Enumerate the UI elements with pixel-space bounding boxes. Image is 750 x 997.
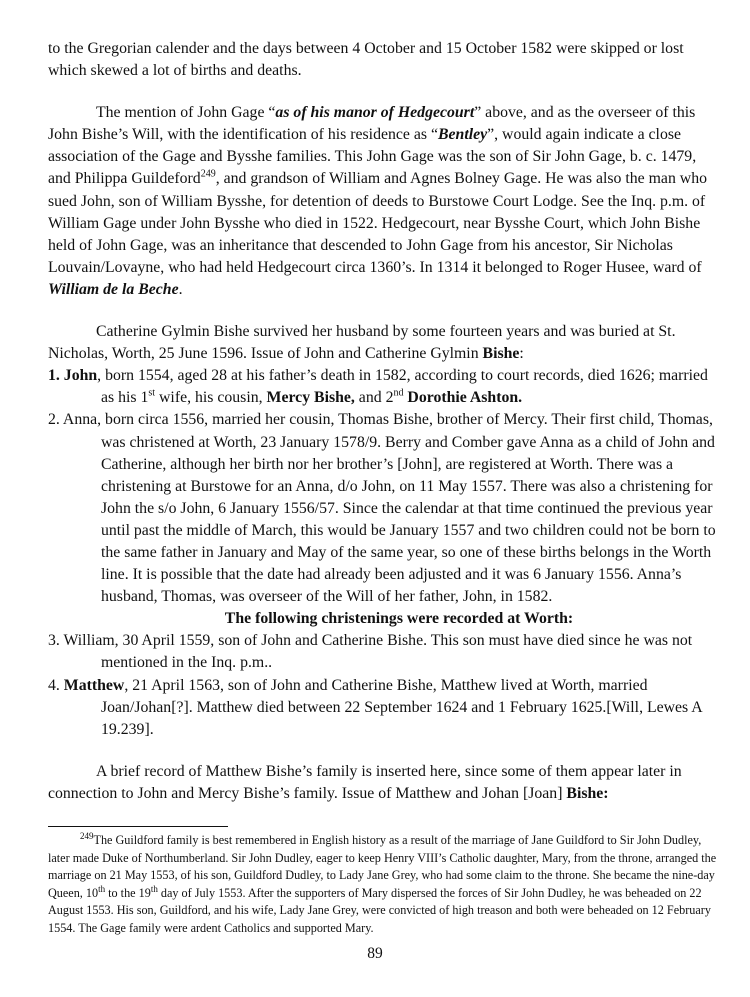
- list-item-william: 3. William, 30 April 1559, son of John and Catherine Bishe. This son must have died since he was not mentioned in the Inq. p.m..: [48, 632, 693, 672]
- text-run: A brief record of Matthew Bishe’s family is inserted here, since some of them appear later in connection to John and Mercy Bishe’s family. Issue of Matthew and Johan [Joan]: [48, 762, 682, 802]
- text-run: , 21 April 1563, son of John and Catherine Bishe, Matthew lived at Worth, married Joan/Johan[?]. Matthew died between 22 September 1624 and 1 February 1625.[Will, Lewes A 19.239].: [101, 676, 702, 738]
- bold-matthew: Matthew: [63, 676, 125, 694]
- text-run: wife, his cousin,: [155, 389, 267, 407]
- paragraph-gage-manor: [48, 102, 720, 301]
- subheading-christenings: The following christenings were recorded at Worth:: [224, 610, 574, 628]
- ordinal-suffix: nd: [393, 388, 404, 400]
- ordinal-suffix: th: [150, 883, 158, 894]
- footnote-text: to the 19: [105, 885, 151, 900]
- text-run: Catherine Gylmin Bishe survived her husband by some fourteen years and was buried at St. Nicholas, Worth, 25 June 1596. Issue of John and Catherine Gylmin: [48, 323, 676, 363]
- footnote-249: [48, 832, 720, 938]
- bold-bishe: Bishe:: [566, 784, 609, 802]
- bold-john: 1. John: [48, 367, 98, 385]
- bold-mercy-bishe: Mercy Bishe,: [266, 389, 355, 407]
- emphasis-william-de-la-beche: William de la Beche: [48, 280, 179, 298]
- ordinal-suffix: st: [148, 388, 156, 400]
- issue-list: [48, 365, 720, 741]
- paragraph-matthew-family: [48, 761, 720, 805]
- paragraph-continuation: to the Gregorian calender and the days between 4 October and 15 October 1582 were skipped or lost which skewed a lot of births and deaths.: [48, 40, 684, 80]
- page-body: [48, 38, 720, 805]
- footnote-text: The Guildford family is best remembered in English history as a result of the marriage of Jane Guildford to Sir John Dudley, later made Duke of Northumberland. Sir John Dudley, eager to keep Henry VIII’s Catholic daughter, Mary, from the throne, arranged the marriage on 21 May 1553, of his son, Guildford Dudley, to Lady Jane Grey, who had some claim to the throne. She became the nine-day Queen, 10: [48, 833, 717, 900]
- footnote-number: 249: [80, 830, 94, 841]
- emphasis-hedgecourt: as of his manor of Hedgecourt: [275, 104, 475, 122]
- text-run: :: [519, 345, 524, 363]
- text-run: .: [178, 280, 183, 298]
- ordinal-suffix: th: [98, 883, 106, 894]
- bold-surname: Bishe: [482, 345, 520, 363]
- footnote-reference[interactable]: 249: [200, 169, 216, 181]
- paragraph-catherine: [48, 321, 720, 365]
- footnote-text: day of July 1553. After the supporters of Mary dispersed the forces of Sir John Dudley, he was beheaded on 22 August 1553. His son, Guildford, and his wife, Lady Jane Grey, were convicted of high treason and both were beheaded on 12 February 1554. The Gage family were ardent Catholics and supported Mary.: [48, 885, 711, 935]
- text-run: , born 1554, aged 28 at his father’s death in 1582, according to court records, died 1626; married as his 1: [97, 367, 708, 407]
- list-item-anna: 2. Anna, born circa 1556, married her cousin, Thomas Bishe, brother of Mercy. Their first child, Thomas, was christened at Worth, 23 January 1578/9. Berry and Comber gave Anna as a child of John and Catherine, although her birth nor her brother’s [John], are registered at Worth. There was a christening at Burstowe for an Anna, d/o John, on 11 May 1557. There was also a christening for John the s/o John, 6 January 1556/57. Since the calendar at that time continued the previous year until past the middle of March, this would be January 1557 and two children could not be born to the same father in January and May of the same year, so one of these births belongs in the Worth line. It is possible that the date had already been adjusted and it was 6 January 1556. Anna’s husband, Thomas, was overseer of the Will of her father, John, in 1582.: [48, 411, 716, 606]
- text-run: ” above, and as the overseer of this John Bishe’s Will, with the identification of his residence as “: [48, 104, 696, 144]
- text-run: 4.: [48, 676, 64, 694]
- list-item-john: [48, 365, 720, 409]
- page-number: 89: [367, 945, 383, 962]
- text-run: , and grandson of William and Agnes Bolney Gage. He was also the man who sued John, son of William Bysshe, for detention of deeds to Burstowe Court Lodge. See the Inq. p.m. of William Gage under John Bysshe who died in 1522. Hedgecourt, near Bysshe Court, which John Bishe held of John Gage, was an inheritance that descended to John Gage from his ancestor, Sir Nicholas Louvain/Lovayne, who had held Hedgecourt circa 1360’s. In 1314 it belonged to Roger Husee, ward of: [48, 170, 707, 276]
- text-run: The mention of John Gage “: [96, 104, 276, 122]
- text-run: and 2: [354, 389, 394, 407]
- footnote-separator: [48, 826, 228, 827]
- list-item-matthew: [48, 675, 720, 741]
- emphasis-bentley: Bentley: [437, 126, 488, 144]
- bold-dorothie-ashton: Dorothie Ashton.: [407, 389, 523, 407]
- text-run: ”, would again indicate a close association of the Gage and Bysshe families. This John Gage was the son of Sir John Gage, b. c. 1479, and Philippa Guildeford: [48, 126, 697, 188]
